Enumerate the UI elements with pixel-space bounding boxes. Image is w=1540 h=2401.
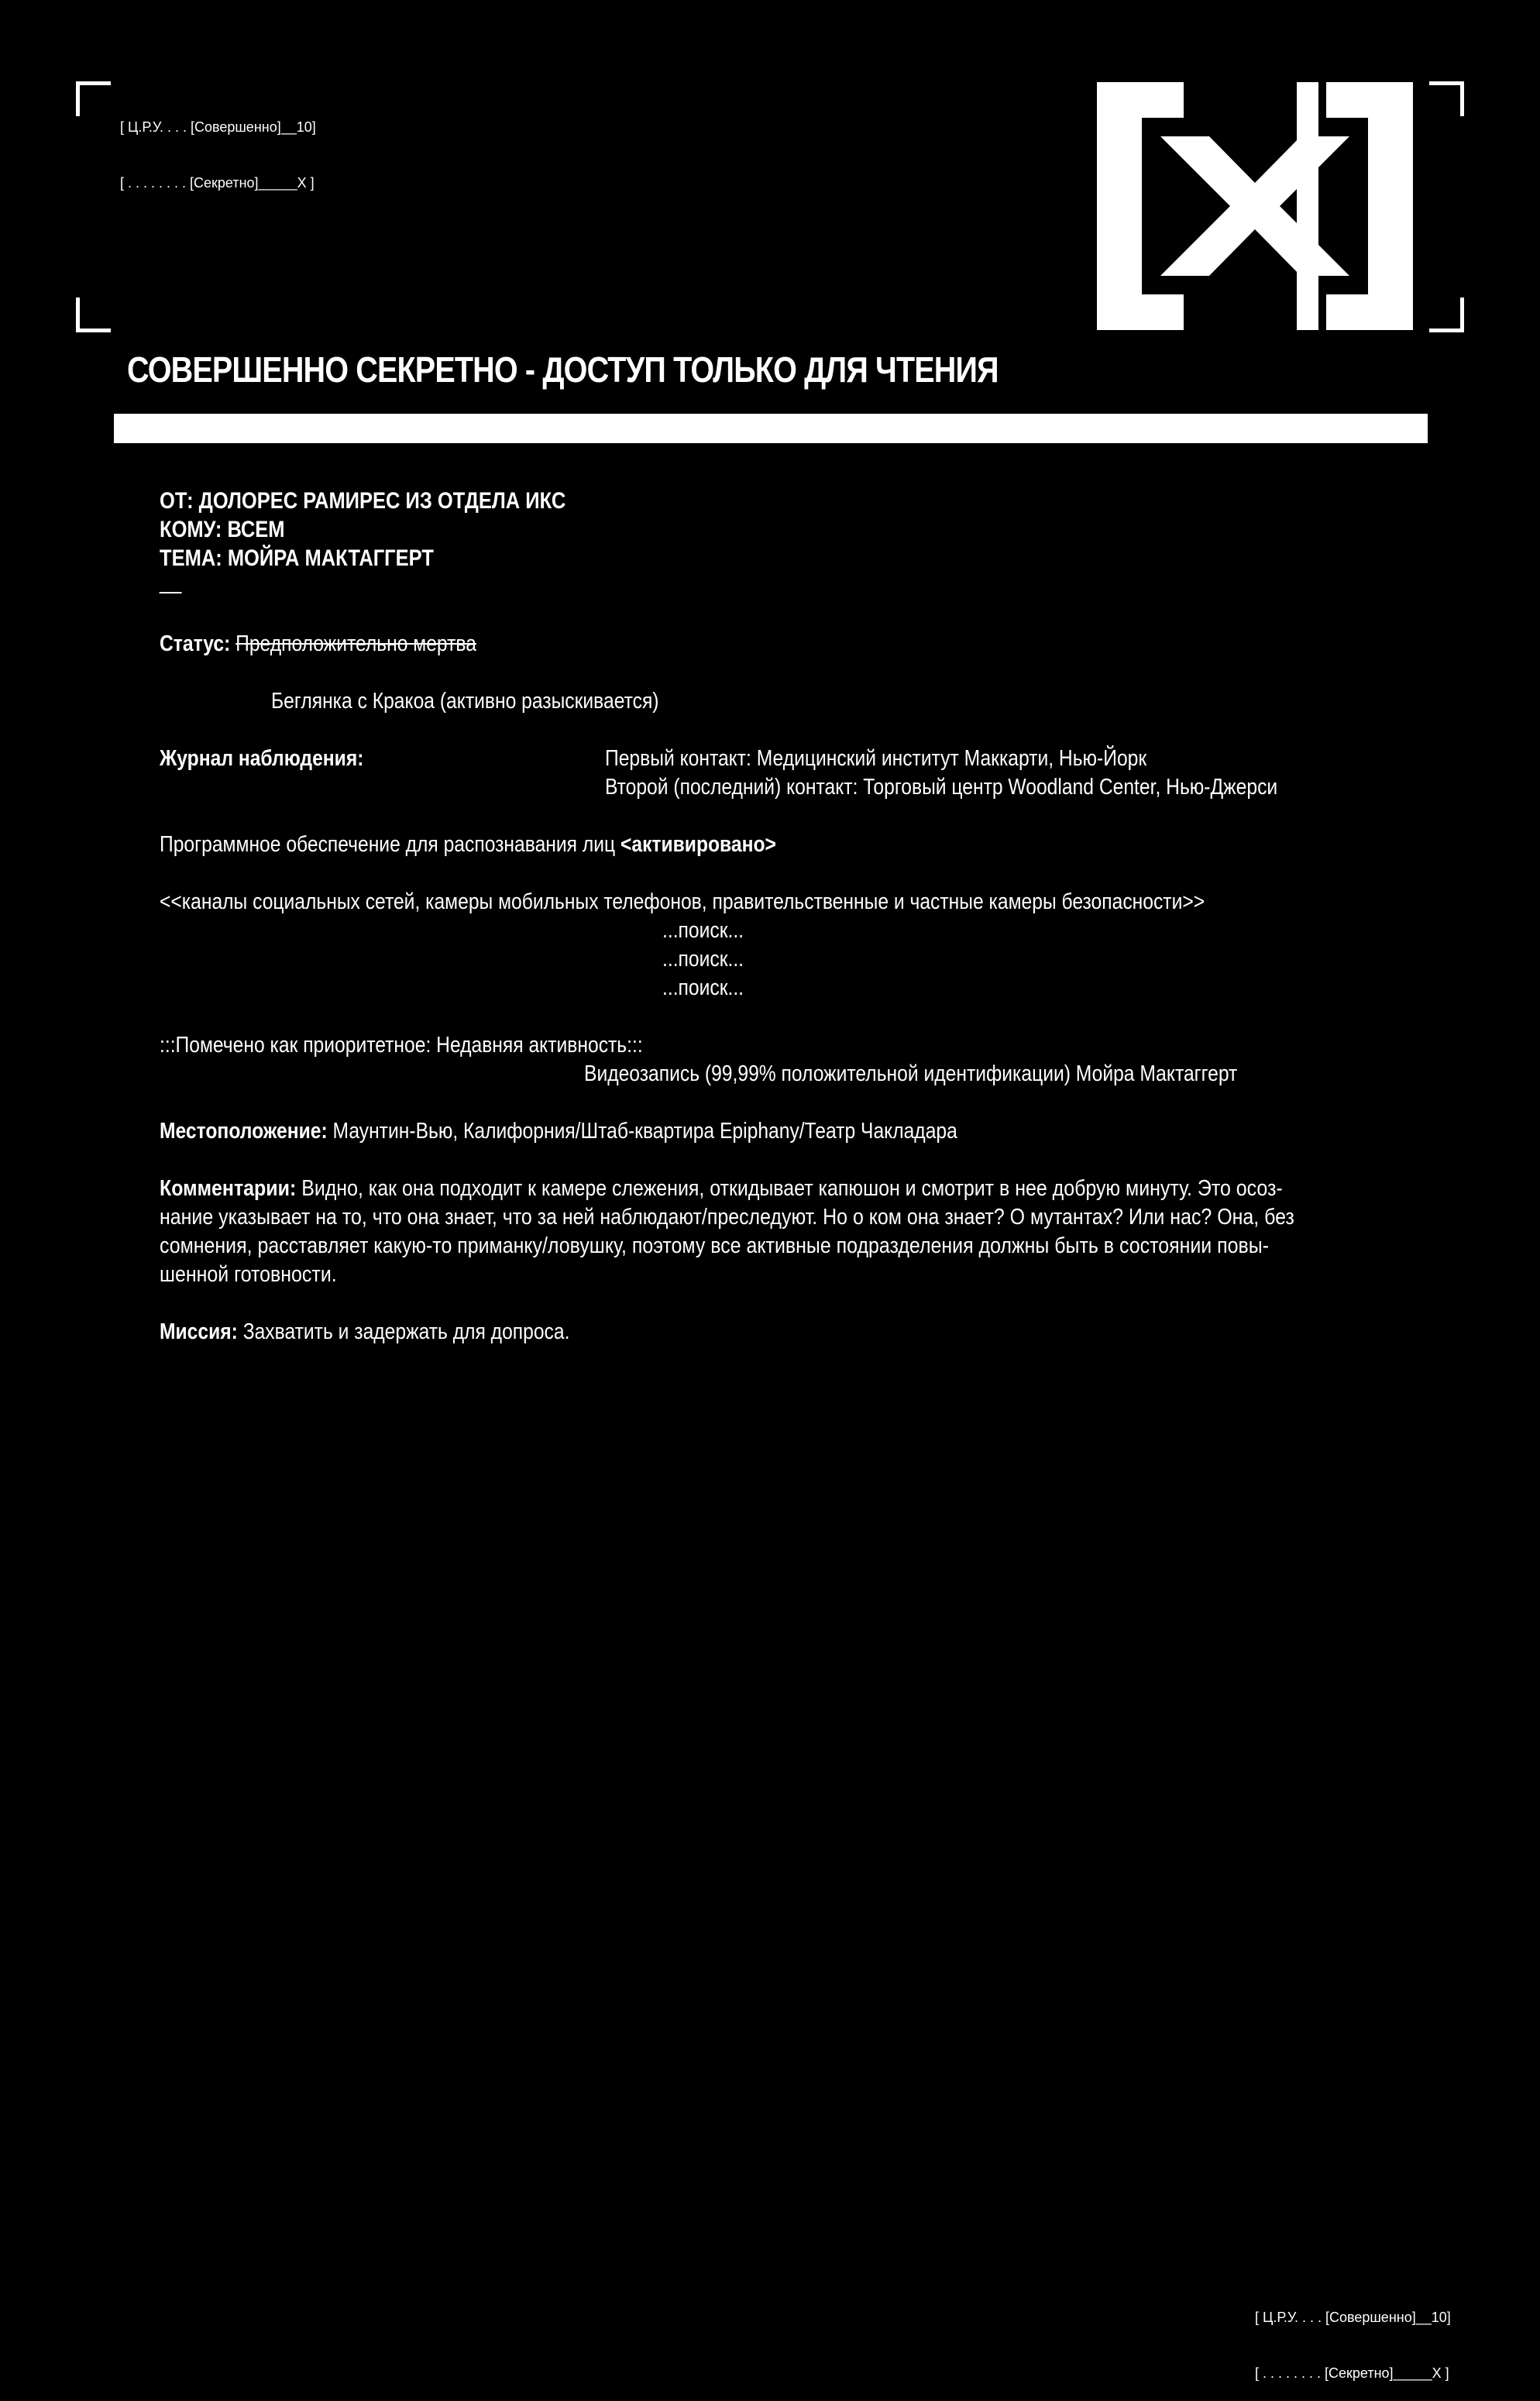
log-label <box>160 745 363 773</box>
memo-from: ОТ: ДОЛОРЕС РАМИРЕС ИЗ ОТДЕЛА ИКС <box>160 488 566 514</box>
comments-line: Видно, как она подходит к камере слежения, откидывает капюшон и смотрит в нее добрую минуту. Это осоз- <box>296 1176 1283 1201</box>
memo-divider: __ <box>160 569 182 594</box>
comments-line: сомнения, расставляет какую-то приманку/ловушку, поэтому все активные подразделения должны быть в состоянии повы- <box>160 1233 1270 1258</box>
facial-recognition-state: <активировано> <box>620 832 776 857</box>
status-current-value: Беглянка с Кракоа (активно разыскивается) <box>271 689 659 714</box>
mission-label: Миссия: <box>160 1319 238 1344</box>
stamp-line-1: [ Ц.Р.У. . . . [Совершенно]__10] <box>1255 2310 1451 2325</box>
facial-recognition-text: Программное обеспечение для распознавания лиц <box>160 832 620 857</box>
comments-label: Комментарии: <box>160 1176 297 1201</box>
corner-bracket-bottom-left <box>76 298 111 332</box>
location-label: Местоположение: <box>160 1119 328 1144</box>
stamp-line-1: [ Ц.Р.У. . . . [Совершенно]__10] <box>120 119 316 135</box>
search-line: ...поиск... <box>662 918 744 943</box>
location-value: Маунтин-Вью, Калифорния/Штаб-квартира Epiphany/Театр Чакладара <box>327 1119 957 1144</box>
priority-flag: :::Помечено как приоритетное: Недавняя активность::: <box>160 1033 643 1058</box>
page-title: СОВЕРШЕННО СЕКРЕТНО - ДОСТУП ТОЛЬКО ДЛЯ ЧТЕНИЯ <box>127 349 999 390</box>
status-struck-value: Предположительно мертва <box>235 631 476 656</box>
corner-bracket-top-right <box>1429 81 1464 116</box>
title-divider-bar <box>114 414 1428 443</box>
corner-bracket-top-left <box>76 81 111 116</box>
mission-value: Захватить и задержать для допроса. <box>237 1319 570 1344</box>
facial-recognition-row <box>160 831 776 859</box>
channels-text: <<каналы социальных сетей, камеры мобильных телефонов, правительственные и частные камеры безопасности>> <box>160 889 1205 914</box>
stamp-line-2: [ . . . . . . . . [Секретно]_____X ] <box>120 175 315 191</box>
log-first-contact: Первый контакт: Медицинский институт Маккарти, Нью-Йорк <box>605 746 1147 771</box>
mission-row <box>160 1318 569 1347</box>
memo-to: КОМУ: ВСЕМ <box>160 517 285 542</box>
location-row <box>160 1117 957 1146</box>
corner-bracket-bottom-right <box>1429 298 1464 332</box>
memo-header <box>160 487 566 594</box>
x-division-logo-icon <box>1097 82 1413 330</box>
search-line: ...поиск... <box>662 947 744 972</box>
status-label: Статус: <box>160 631 231 656</box>
log-label-text: Журнал наблюдения: <box>160 746 364 771</box>
comments-line: нание указывает на то, что она знает, что за ней наблюдают/преследуют. Но о ком она знает? О мутантах? Или нас? Она, без <box>160 1205 1294 1230</box>
classification-stamp-bottom <box>1255 2271 1451 2401</box>
stamp-line-2: [ . . . . . . . . [Секретно]_____X ] <box>1255 2365 1449 2381</box>
log-second-contact: Второй (последний) контакт: Торговый центр Woodland Center, Нью-Джерси <box>605 775 1278 800</box>
search-progress <box>662 917 744 1003</box>
search-line: ...поиск... <box>662 975 744 1000</box>
classification-stamp-top <box>120 81 316 211</box>
log-entries <box>605 745 1277 802</box>
status-row <box>160 630 476 659</box>
memo-subject: ТЕМА: МОЙРА МАКТАГГЕРТ <box>160 545 434 571</box>
comments-block <box>160 1175 1346 1289</box>
comments-line: шенной готовности. <box>160 1262 337 1287</box>
priority-detail: Видеозапись (99,99% положительной идентификации) Мойра Мактаггерт <box>584 1061 1238 1086</box>
